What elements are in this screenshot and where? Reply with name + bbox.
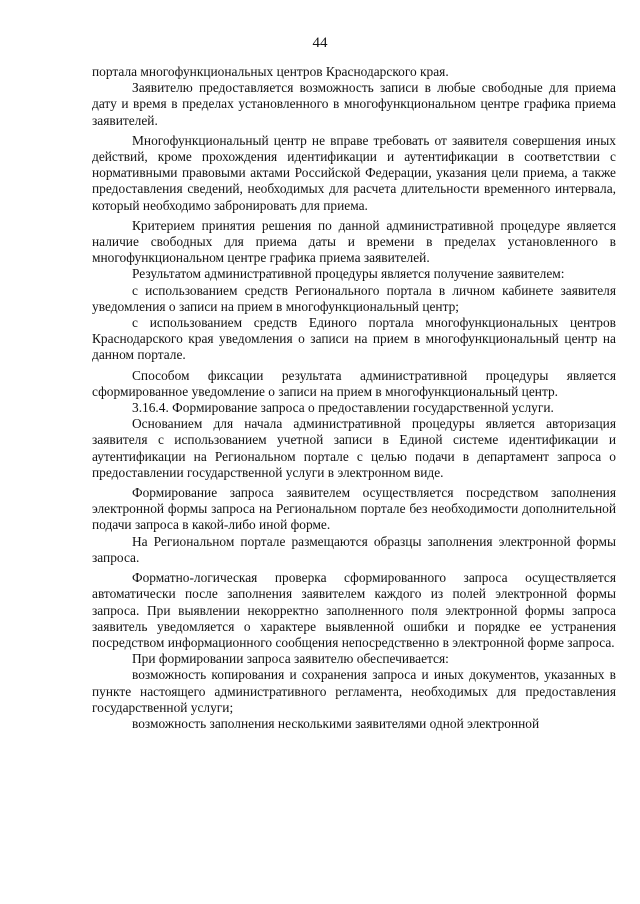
section-heading-3-16-4: 3.16.4. Формирование запроса о предоставлении государственной услуги. [132,400,554,416]
page-number: 44 [312,35,328,51]
paragraph-procedure-result: Результатом административной процедуры является получение заявителем: [132,266,565,282]
paragraph-procedure-basis: Основанием для начала административной процедуры является авторизация заявителя с использованием учетной записи в Единой системе идентификации и аутентификации на Региональном портале с целью подачи в департамент запроса о предоставлении государственной услуги в электронном виде. [92,416,616,480]
list-item-multiple-applicants: возможность заполнения несколькими заявителями одной электронной [132,715,540,731]
paragraph-result-fixation: Способом фиксации результата административной процедуры является сформированное уведомление о записи на прием в многофункциональный центр. [92,367,616,399]
paragraph-request-formation: Формирование запроса заявителем осуществляется посредством заполнения электронной формы запроса на Региональном портале без необходимости дополнительной подачи запроса в какой-либо иной форме. [92,485,616,533]
list-item-unified-portal: с использованием средств Единого портала многофункциональных центров Краснодарского края уведомления о записи на прием в многофункциональный центр на данном портале. [92,315,616,363]
paragraph-appointment-booking: Заявителю предоставляется возможность записи в любые свободные для приема дату и время в пределах установленного в многофункциональном центре графика приема заявителей. [92,80,616,128]
paragraph-decision-criterion: Критерием принятия решения по данной административной процедуре является наличие свободных для приема даты и времени в пределах установленного в многофункциональном центре графика приема заявителей. [92,217,616,266]
paragraph-applicant-provisions: При формировании запроса заявителю обеспечивается: [132,651,449,667]
paragraph-form-samples: На Региональном портале размещаются образцы заполнения электронной формы запроса. [92,533,616,565]
document-body [92,64,616,732]
list-item-copy-save: возможность копирования и сохранения запроса и иных документов, указанных в пункте настоящего административного регламента, необходимых для предоставления государственной услуги; [92,667,616,715]
paragraph-continuation: портала многофункциональных центров Краснодарского края. [92,64,449,79]
paragraph-mfc-restrictions: Многофункциональный центр не вправе требовать от заявителя совершения иных действий, кроме прохождения идентификации и аутентификации в соответствии с нормативными правовыми актами Российской Федерации, указания цели приема, а также предоставления сведений, необходимых для расчета длительности временного интервала, который необходимо забронировать для приема. [92,132,616,213]
list-item-regional-portal: с использованием средств Регионального портала в личном кабинете заявителя уведомления о записи на прием в многофункциональный центр; [92,282,616,314]
paragraph-format-logic-check: Форматно-логическая проверка сформированного запроса осуществляется автоматически после заполнения заявителем каждого из полей электронной формы запроса. При выявлении некорректно заполненного поля электронной формы запроса заявитель уведомляется о характере выявленной ошибки и порядке ее устранения посредством информационного сообщения непосредственно в электронной форме запроса. [92,570,616,650]
